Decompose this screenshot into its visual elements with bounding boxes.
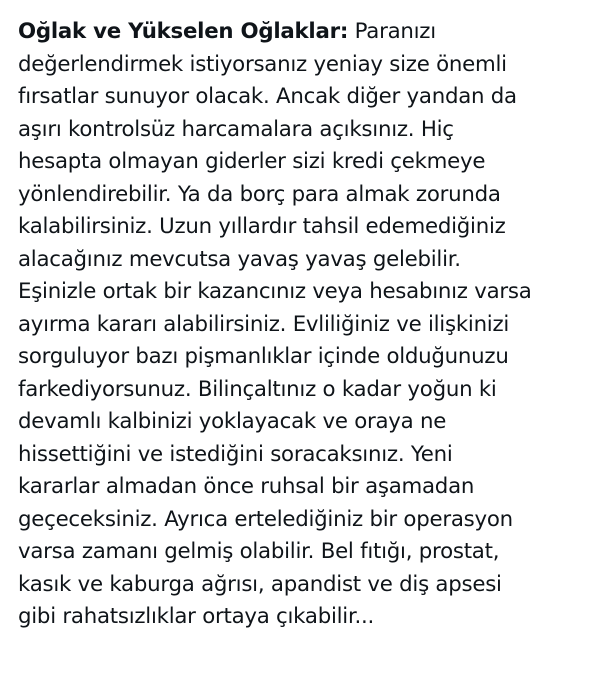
post-line: gibi rahatsızlıklar ortaya çıkabilir...	[18, 604, 375, 629]
post-line: geçeceksiniz. Ayrıca ertelediğiniz bir operasyon	[18, 506, 513, 532]
post-line: sorguluyor bazı pişmanlıklar içinde olduğunuzu	[18, 344, 509, 369]
post-line: alacağınız mevcutsa yavaş yavaş gelebilir.	[18, 246, 461, 272]
post-body	[18, 16, 590, 634]
post-line: kalabilirsiniz. Uzun yıllardır tahsil edemediğiniz	[18, 214, 506, 239]
post-line: farkediyorsunuz. Bilinçaltınız o kadar yoğun ki	[18, 376, 497, 402]
post-line-text: Paranızı	[348, 19, 436, 44]
post-line: kararlar almadan önce ruhsal bir aşamadan	[18, 474, 475, 499]
post-line: kasık ve kaburga ağrısı, apandist ve diş apsesi	[18, 571, 502, 597]
post-line: Eşinizle ortak bir kazancınız veya hesabınız varsa	[18, 279, 532, 304]
post-line: hissettiğini ve istediğini soracaksınız. Yeni	[18, 441, 453, 467]
post-line	[18, 16, 590, 49]
post-line: değerlendirmek istiyorsanız yeniay size önemli	[18, 51, 507, 77]
post-line: hesapta olmayan giderler sizi kredi çekmeye	[18, 149, 486, 174]
post-line: devamlı kalbinizi yoklayacak ve oraya ne	[18, 409, 447, 434]
post-title: Oğlak ve Yükselen Oğlaklar:	[18, 19, 349, 44]
post-line: varsa zamanı gelmiş olabilir. Bel fıtığı, prostat,	[18, 539, 500, 564]
post-line: yönlendirebilir. Ya da borç para almak zorunda	[18, 181, 501, 207]
post-line: aşırı kontrolsüz harcamalara açıksınız. Hiç	[18, 116, 454, 142]
post-line: ayırma kararı alabilirsiniz. Evliliğiniz ve ilişkinizi	[18, 311, 510, 337]
post-line: fırsatlar sunuyor olacak. Ancak diğer yandan da	[18, 84, 517, 109]
